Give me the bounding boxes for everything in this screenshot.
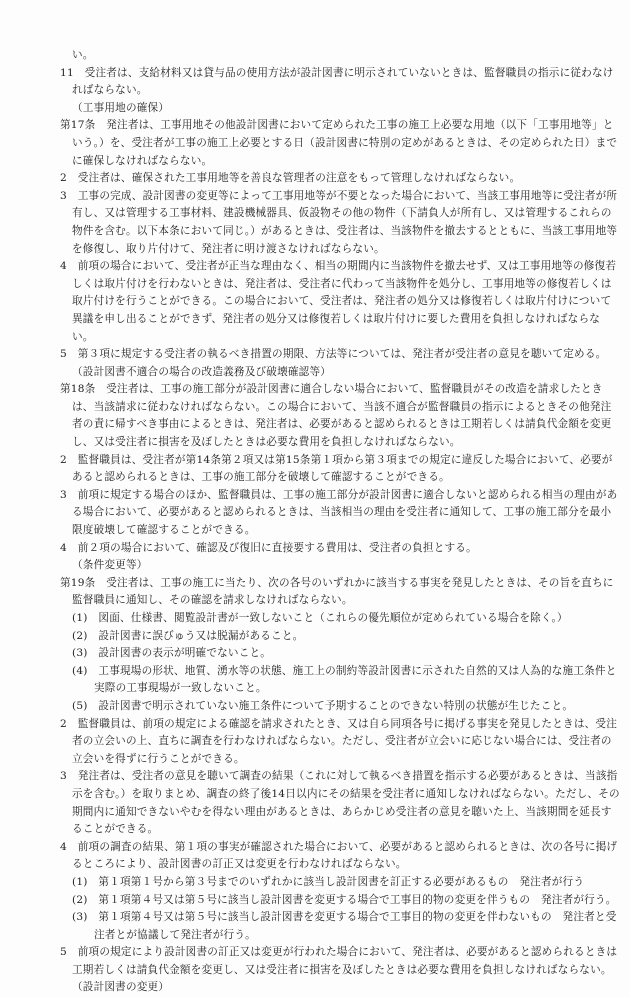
sub-item-1: (1) 図面、仕様書、閲覧設計書が一致しないこと（これらの優先順位が定められている場合を除く。）: [72, 612, 568, 624]
clause-4: 4 前項の場合において、受注者が正当な理由なく、相当の期間内に当該物件を撤去せず、又は工事用地等の修復若しくは取片付けを行わないときは、発注者は、受注者に代わって当該物件を処分し、工事用地等の修復若しくは取片付けを行うことができる。この場合において、受注者は、発注者の処分又は修復若しくは取片付けについて異議を申し出ることができず、発注者の処分又は修復若しくは取片付けに要した費用を負担しなければならない。: [60, 260, 617, 343]
sub-item-3: (3) 設計図書の表示が明確でないこと。: [72, 647, 272, 660]
article-17: 第17条 発注者は、工事用地その他設計図書において定められた工事の施工上必要な用地（以下「工事用地等」という。）を、受注者が工事の施工上必要とする日（設計図書に特別の定めがあるときは、その定められた日）までに確保しなければならない。: [60, 119, 618, 167]
sub-item-4: (4) 工事現場の形状、地質、湧水等の状態、施工上の制約等設計図書に示された自然的又は人為的な施工条件と実際の工事現場が一致しないこと。: [72, 664, 617, 695]
sub-item-5: (5) 設計図書で明示されていない施工条件について予期することのできない特別の状態が生じたこと。: [72, 699, 574, 712]
continuation-text: い。: [72, 49, 94, 61]
sub-item-1: (1) 第１項第１号から第３号までのいずれかに該当し設計図書を訂正する必要があるもの 発注者が行う: [72, 875, 585, 888]
clause-5: 5 第３項に規定する受注者の執るべき措置の期限、方法等については、発注者が受注者の意見を聴いて定める。: [60, 348, 607, 361]
clause-11: 11 受注者は、支給材料又は貸与品の使用方法が設計図書に明示されていないときは、監督職員の指示に従わなければならない。: [60, 66, 614, 97]
clause-2: 2 監督職員は、前項の規定による確認を請求されたとき、又は自ら同項各号に掲げる事実を発見したときは、受注者の立会いの上、直ちに調査を行わなければならない。ただし、受注者が立会いに応じない場合には、受注者の立会いを得ずに行うことができる。: [60, 717, 617, 765]
clause-5: 5 前項の規定により設計図書の訂正又は変更が行われた場合において、発注者は、必要があると認められるときは工期若しくは請負代金額を変更し、又は受注者に損害を及ぼしたときは必要な費用を負担しなければならない。: [60, 946, 618, 976]
sub-item-3: (3) 第１項第４号又は第５号に該当し設計図書を変更する場合で工事目的物の変更を伴わないもの 発注者と受注者とが協議して発注者が行う。: [72, 911, 617, 941]
document-page: [60, 47, 620, 997]
clause-2: 2 監督職員は、受注者が第14条第２項又は第15条第１項から第３項までの規定に違反した場合において、必要があると認められるときは、工事の施工部分を破壊して確認することができる。: [60, 453, 613, 484]
clause-2: 2 受注者は、確保された工事用地等を善良な管理者の注意をもって管理しなければならない。: [60, 172, 521, 185]
section-caption: （設計図書の変更）: [72, 981, 170, 994]
article-18: 第18条 受注者は、工事の施工部分が設計図書に適合しない場合において、監督職員がその改造を請求したときは、当該請求に従わなければならない。この場合において、当該不適合が監督職員の指示によるときその他発注者の責に帰すべき事由によるときは、発注者は、必要があると認められるときは工期若しくは請負代金額を変更し、又は受注者に損害を及ぼしたときは必要な費用を負担しなければならない。: [60, 383, 612, 449]
clause-4: 4 前２項の場合において、確認及び復旧に直接要する費用は、受注者の負担とする。: [60, 541, 477, 554]
section-caption: （条件変更等）: [72, 559, 148, 572]
clause-3: 3 前項に規定する場合のほか、監督職員は、工事の施工部分が設計図書に適合しないと認められる相当の理由がある場合において、必要があると認められるときは、当該相当の理由を受注者に通知して、工事の施工部分を最小限度破壊して確認することができる。: [60, 488, 618, 537]
sub-item-2: (2) 設計図書に誤びゅう又は脱漏があること。: [72, 629, 304, 642]
clause-4: 4 前項の調査の結果、第１項の事実が確認された場合において、必要があると認められるときは、次の各号に掲げるところにより、設計図書の訂正又は変更を行わなければならない。: [60, 840, 618, 871]
clause-3: 3 発注者は、受注者の意見を聴いて調査の結果（これに対して執るべき措置を指示する必要があるときは、当該指示を含む。）を取りまとめ、調査の終了後14日以内にその結果を受注者に通知しなければならない。ただし、その期間内に通知できないやむを得ない理由があるときは、あらかじめ受注者の意見を聴いた上、当該期間を延長することができる。: [60, 770, 620, 836]
section-caption: （設計図書不適合の場合の改造義務及び破壊確認等）: [72, 365, 332, 378]
clause-3: 3 工事の完成、設計図書の変更等によって工事用地等が不要となった場合において、当該工事用地等に受注者が所有し、又は管理する工事材料、建設機械器具、仮設物その他の物件（下請負人が所有し、又は管理するこれらの物件を含む。以下本条において同じ。）があるときは、受注者は、当該物件を撤去するとともに、当該工事用地等を修復し、取り片付けて、発注者に明け渡さなければならない。: [60, 189, 618, 255]
section-caption: （工事用地の確保）: [72, 101, 170, 114]
article-19: 第19条 受注者は、工事の施工に当たり、次の各号のいずれかに該当する事実を発見したときは、その旨を直ちに監督職員に通知し、その確認を請求しなければならない。: [60, 576, 614, 607]
sub-item-2: (2) 第１項第４号又は第５号に該当し設計図書を変更する場合で工事目的物の変更を伴うもの 発注者が行う。: [72, 893, 617, 906]
